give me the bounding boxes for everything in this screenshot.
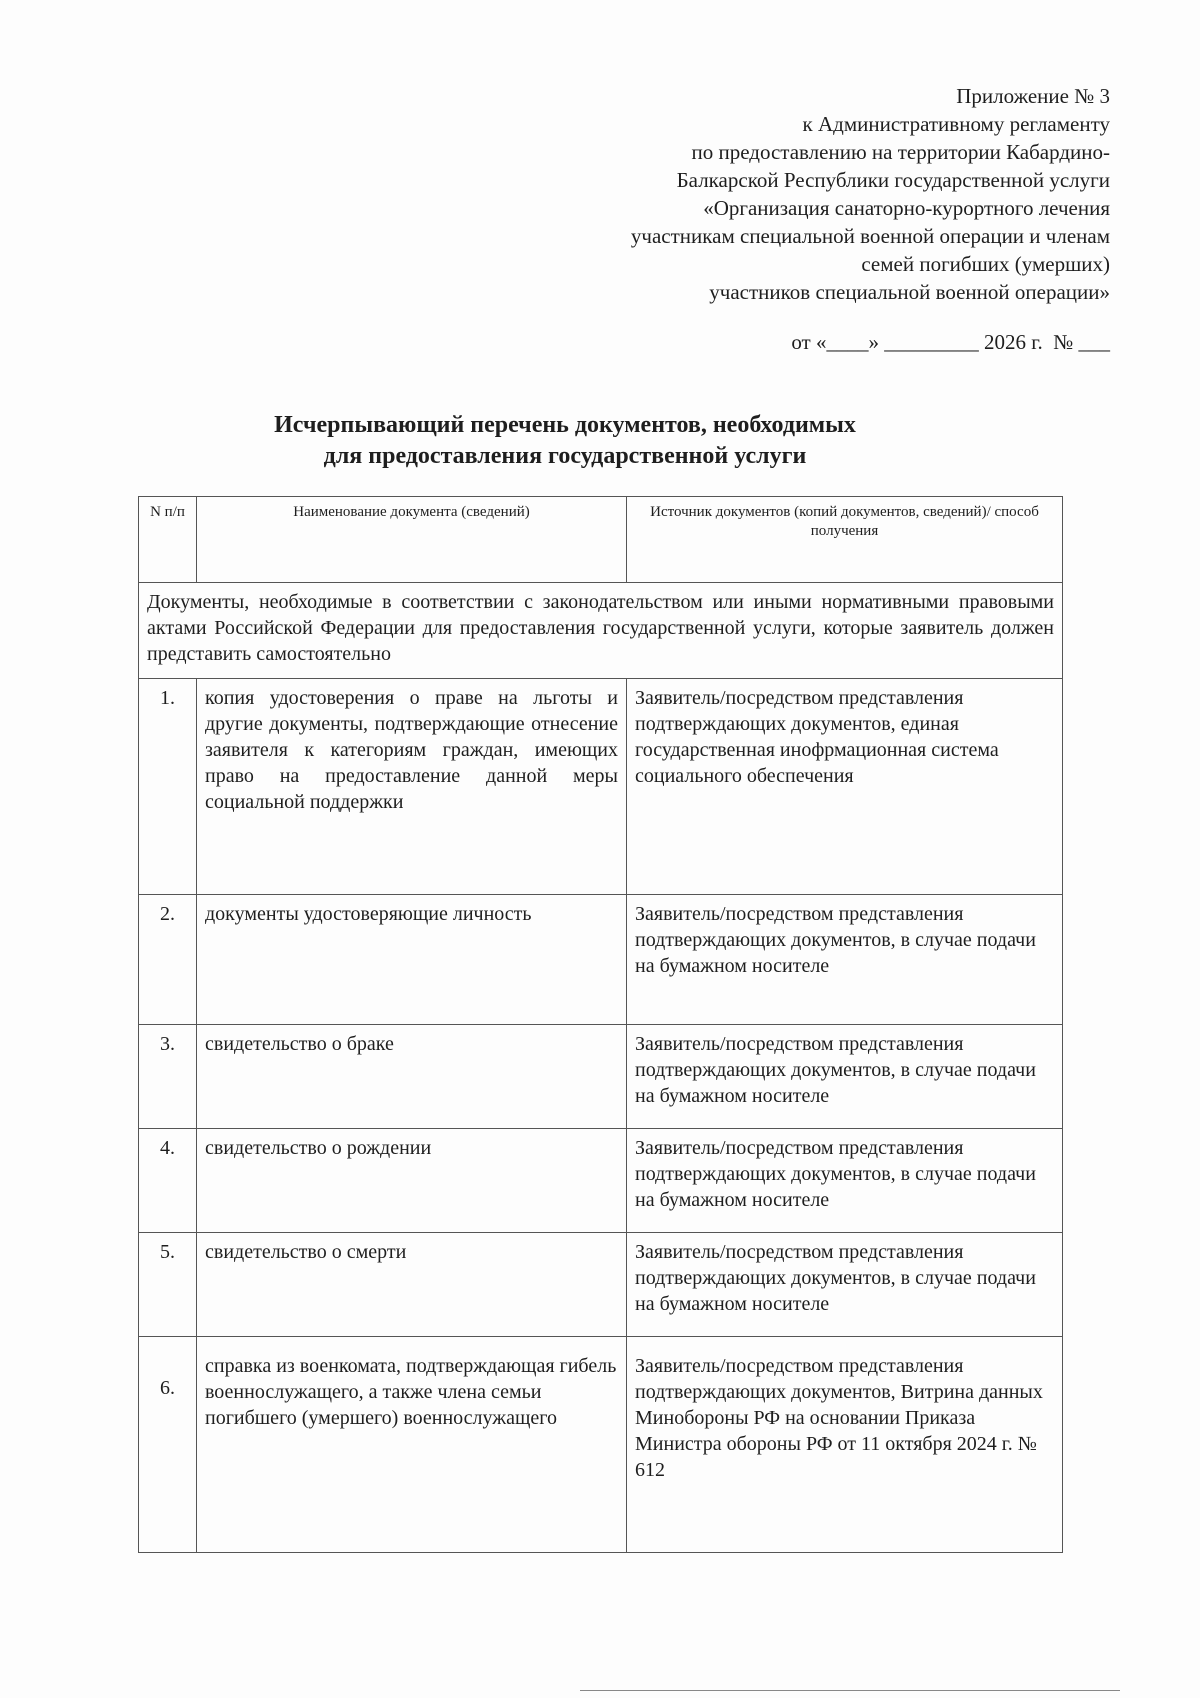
row-name: свидетельство о рождении	[197, 1129, 627, 1233]
header-name: Наименование документа (сведений)	[197, 497, 627, 583]
table-row	[139, 1233, 1063, 1337]
table-header-row	[139, 497, 1063, 583]
appendix-line: семей погибших (умерших)	[861, 252, 1110, 276]
row-name: справка из военкомата, подтверждающая гибель военнослужащего, а также члена семьи погибшего (умершего) военнослужащего	[197, 1337, 627, 1553]
section-row	[139, 583, 1063, 679]
row-num: 1.	[139, 679, 197, 895]
row-num: 5.	[139, 1233, 197, 1337]
documents-table	[138, 496, 1063, 1553]
date-number-line: от «____» _________ 2026 г. № ___	[791, 330, 1110, 354]
row-num: 3.	[139, 1025, 197, 1129]
appendix-line: к Административному регламенту	[802, 112, 1110, 136]
row-num: 4.	[139, 1129, 197, 1233]
appendix-line: «Организация санаторно-курортного лечения	[703, 196, 1110, 220]
table-row	[139, 1025, 1063, 1129]
row-name: свидетельство о браке	[197, 1025, 627, 1129]
row-source: Заявитель/посредством представления подтверждающих документов, в случае подачи на бумажном носителе	[627, 1233, 1063, 1337]
appendix-line: участников специальной военной операции»	[709, 280, 1110, 304]
row-source: Заявитель/посредством представления подтверждающих документов, Витрина данных Минобороны РФ на основании Приказа Министра обороны РФ от 11 октября 2024 г. № 612	[627, 1337, 1063, 1553]
document-title	[140, 410, 990, 472]
appendix-line: Приложение № 3	[956, 84, 1110, 108]
table-row	[139, 1337, 1063, 1553]
section-text: Документы, необходимые в соответствии с законодательством или иными нормативными правовыми актами Российской Федерации для предоставления государственной услуги, которые заявитель должен представить самостоятельно	[139, 583, 1063, 679]
row-name: документы удостоверяющие личность	[197, 895, 627, 1025]
table-row	[139, 895, 1063, 1025]
row-name: свидетельство о смерти	[197, 1233, 627, 1337]
row-source: Заявитель/посредством представления подтверждающих документов, в случае подачи на бумажном носителе	[627, 895, 1063, 1025]
title-line-1: Исчерпывающий перечень документов, необходимых	[274, 412, 856, 438]
header-source: Источник документов (копий документов, сведений)/ способ получения	[627, 497, 1063, 583]
appendix-line: Балкарской Республики государственной услуги	[676, 168, 1110, 192]
appendix-line: по предоставлению на территории Кабардино-	[691, 140, 1110, 164]
row-source: Заявитель/посредством представления подтверждающих документов, единая государственная инофрмационная система социального обеспечения	[627, 679, 1063, 895]
row-source: Заявитель/посредством представления подтверждающих документов, в случае подачи на бумажном носителе	[627, 1129, 1063, 1233]
appendix-line: участникам специальной военной операции и членам	[630, 224, 1110, 248]
header-num: N п/п	[139, 497, 197, 583]
row-name: копия удостоверения о праве на льготы и другие документы, подтверждающие отнесение заявителя к категориям граждан, имеющих право на предоставление данной меры социальной поддержки	[197, 679, 627, 895]
table-row	[139, 679, 1063, 895]
row-source: Заявитель/посредством представления подтверждающих документов, в случае подачи на бумажном носителе	[627, 1025, 1063, 1129]
row-num: 6.	[139, 1337, 197, 1553]
table-row	[139, 1129, 1063, 1233]
row-num: 2.	[139, 895, 197, 1025]
title-line-2: для предоставления государственной услуги	[323, 443, 807, 469]
appendix-header	[490, 82, 1110, 306]
bottom-rule	[580, 1690, 1120, 1691]
